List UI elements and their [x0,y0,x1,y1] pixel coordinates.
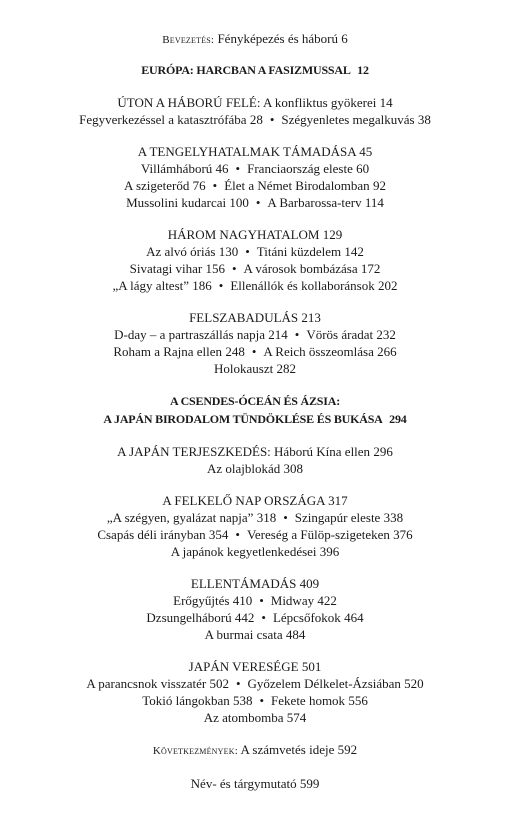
toc-entry-line: „A lágy altest” 186 • Ellenállók és kollaboránsok 202 [112,278,398,293]
section-heading: A TENGELYHATALMAK TÁMADÁSA 45 [137,144,373,159]
toc-entry-line: Fegyverkezéssel a katasztrófába 28 • Szégyenletes megalkuvás 38 [79,112,431,127]
toc-entry-line: Roham a Rajna ellen 248 • A Reich összeomlása 266 [113,344,397,359]
toc-entry-line: Csapás déli irányban 354 • Vereség a Fülöp-szigeteken 376 [97,527,413,542]
toc-entry-line: D-day – a partraszállás napja 214 • Vörös áradat 232 [114,327,396,342]
toc-entry-line: Sivatagi vihar 156 • A városok bombázása 172 [129,261,381,276]
intro-label: Bevezetés: [162,34,215,46]
section-heading: A JAPÁN TERJESZKEDÉS: Háború Kína ellen 296 [117,444,393,459]
toc-entry-line: Dzsungelháború 442 • Lépcsőfokok 464 [146,610,364,625]
toc-entry-line: Mussolini kudarcai 100 • A Barbarossa-terv 114 [126,195,384,210]
toc-outro: Következmények: A számvetés ideje 592 [152,742,358,757]
section-heading: ELLENTÁMADÁS 409 [190,576,320,591]
toc-entry-line: A szigeterőd 76 • Élet a Német Birodalomban 92 [124,178,386,193]
intro-title: Fényképezés és háború [217,31,339,46]
part-two-subtitle: A JAPÁN BIRODALOM TÜNDÖKLÉSE ÉS BUKÁSA 294 [103,412,407,426]
toc-entry-line: Villámháború 46 • Franciaország eleste 60 [140,161,370,176]
toc-entry-line: Az alvó óriás 130 • Titáni küzdelem 142 [146,244,364,259]
toc-intro [0,30,510,49]
toc-index: Név- és tárgymutató 599 [190,776,320,791]
toc-entry-line: Az olajblokád 308 [206,461,304,476]
section-heading: HÁROM NAGYHATALOM 129 [167,227,343,242]
toc-entry-line: Tokió lángokban 538 • Fekete homok 556 [142,693,368,708]
toc-entry-line: A burmai csata 484 [204,627,306,642]
section-heading: JAPÁN VERESÉGE 501 [188,659,322,674]
toc-entry-line: Holokauszt 282 [214,361,296,376]
toc-entry-line: Az atombomba 574 [203,710,307,725]
toc-entry-line: Erőgyűjtés 410 • Midway 422 [173,593,337,608]
toc-entry-line: A japánok kegyetlenkedései 396 [170,544,340,559]
section-heading: FELSZABADULÁS 213 [189,310,321,325]
toc-entry-line: „A szégyen, gyalázat napja” 318 • Szingapúr eleste 338 [106,510,404,525]
toc-entry-line: A parancsnok visszatér 502 • Győzelem Délkelet-Ázsiában 520 [86,676,424,691]
part-one-title: EURÓPA: HARCBAN A FASIZMUSSAL 12 [141,63,369,77]
intro-page: 6 [341,31,348,46]
section-heading: A FELKELŐ NAP ORSZÁGA 317 [162,493,348,508]
part-two-title: A CSENDES-ÓCEÁN ÉS ÁZSIA: [169,394,341,408]
bullet: • [269,112,275,127]
section-heading: ÚTON A HÁBORÚ FELÉ: A konfliktus gyökerei 14 [117,95,393,110]
outro-label: Következmények: [152,745,238,757]
